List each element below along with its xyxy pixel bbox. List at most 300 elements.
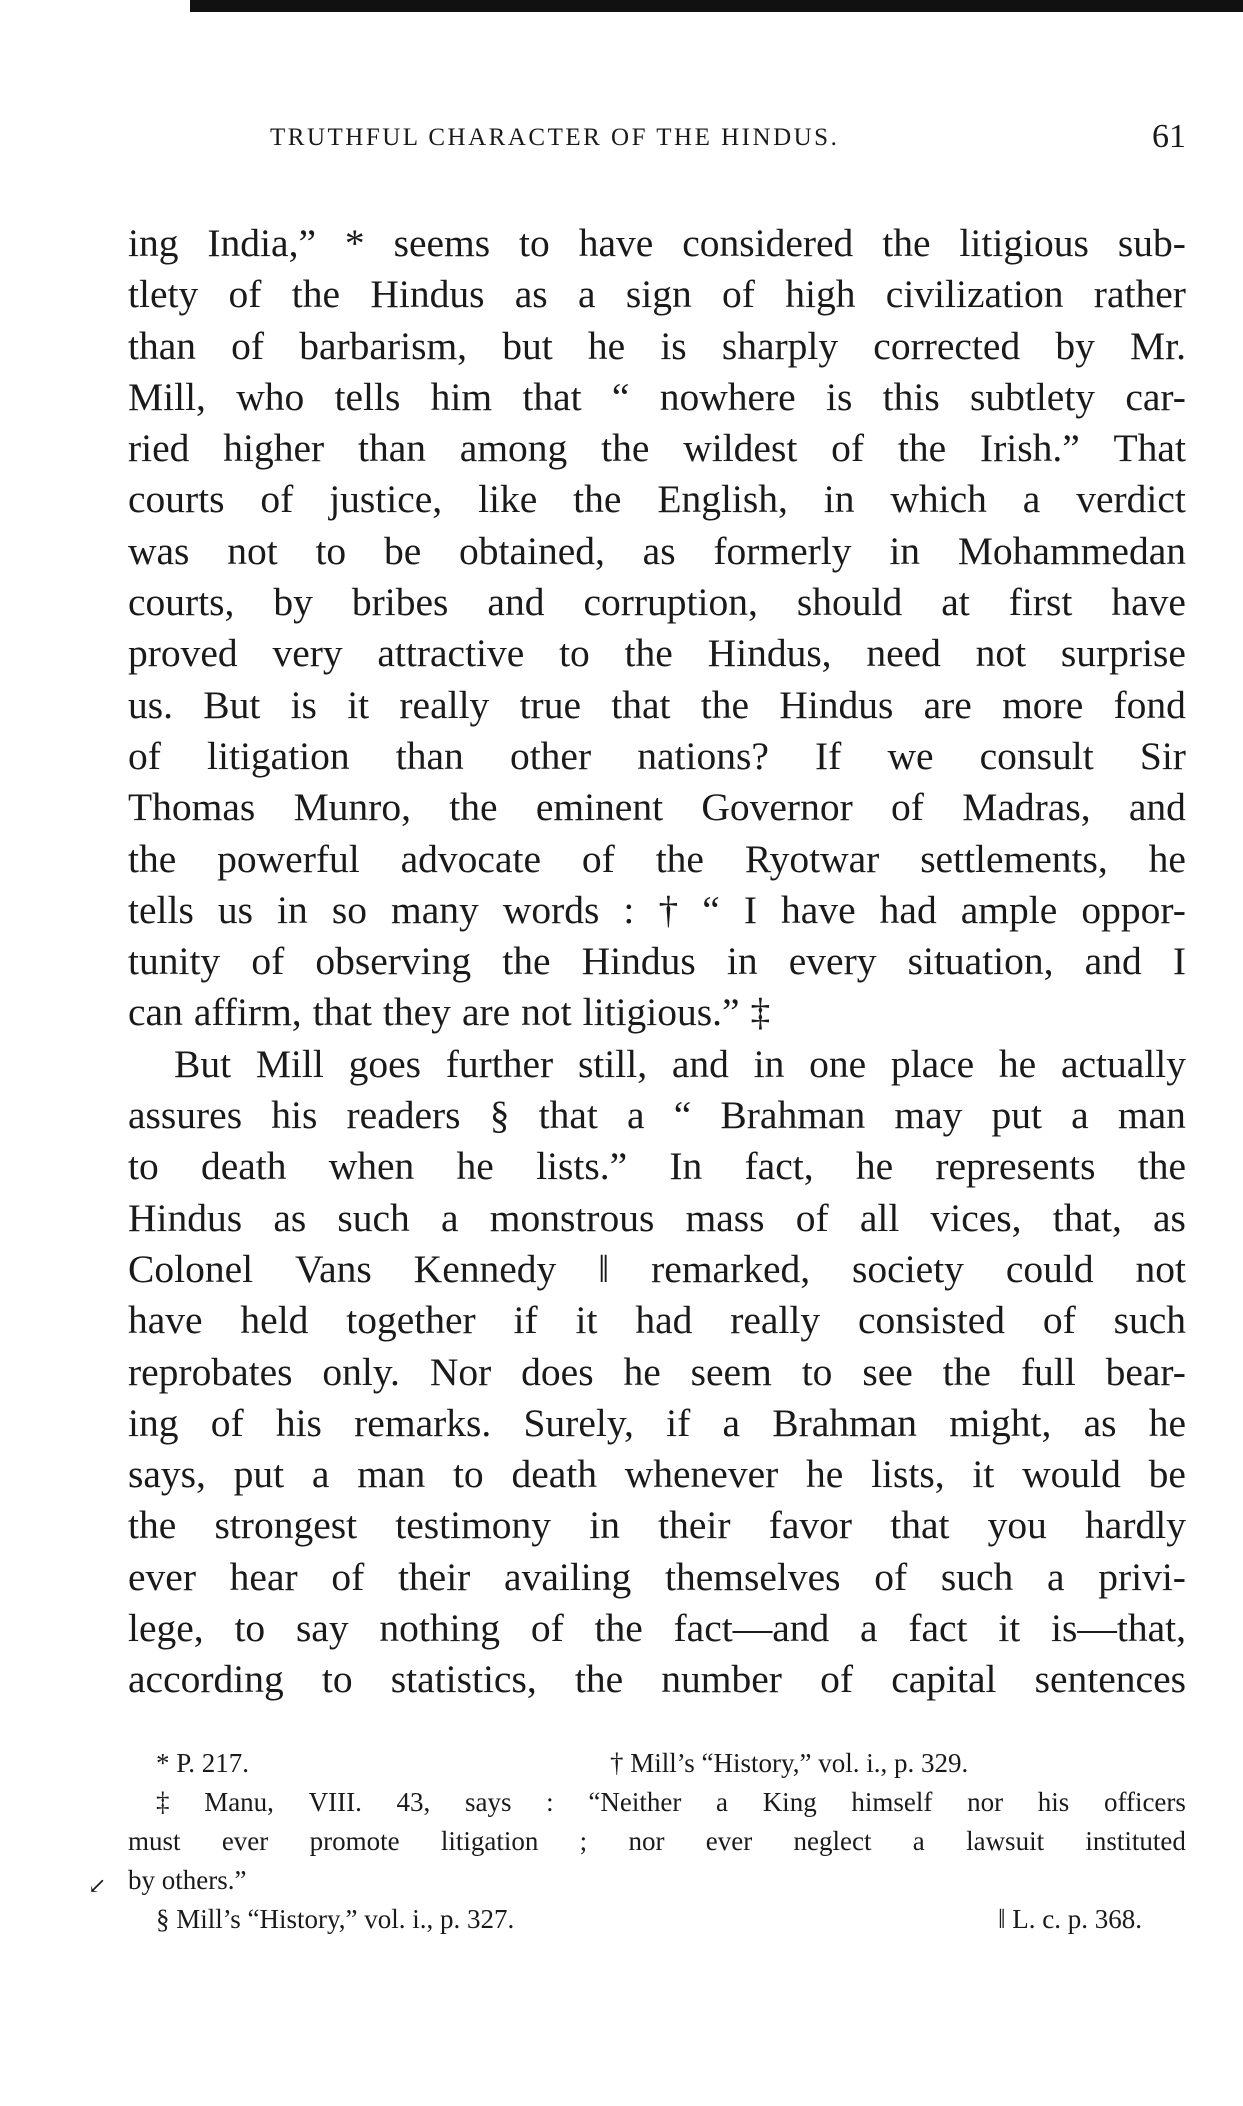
word: if bbox=[513, 1298, 538, 1343]
word: every bbox=[788, 939, 877, 984]
word: represents bbox=[935, 1144, 1096, 1189]
text-line bbox=[128, 269, 1186, 320]
word: bear- bbox=[1105, 1349, 1186, 1394]
word: is bbox=[825, 374, 853, 419]
word: instituted bbox=[1085, 1826, 1186, 1856]
word: be bbox=[383, 528, 422, 573]
running-head: TRUTHFUL CHARACTER OF THE HINDUS. bbox=[270, 124, 840, 151]
word: neglect bbox=[793, 1826, 872, 1856]
word: advocate bbox=[400, 836, 541, 881]
footnote-double-dagger-line bbox=[128, 1783, 1186, 1822]
word: hear bbox=[229, 1554, 298, 1599]
word: the bbox=[502, 939, 551, 984]
word: put bbox=[233, 1452, 285, 1497]
word: still, bbox=[577, 1041, 648, 1086]
word: he bbox=[1148, 1400, 1186, 1445]
word: by bbox=[273, 580, 313, 625]
page-number: 61 bbox=[1152, 118, 1186, 155]
word: of bbox=[820, 1657, 854, 1702]
word: is bbox=[290, 682, 317, 727]
word: death bbox=[511, 1452, 597, 1497]
text-line bbox=[128, 1039, 1186, 1090]
word: of bbox=[251, 939, 285, 984]
word: Munro, bbox=[293, 785, 411, 830]
word: That bbox=[1113, 426, 1186, 471]
word: corruption, bbox=[583, 580, 758, 625]
word: as bbox=[1083, 1400, 1117, 1445]
word: oppor- bbox=[1081, 887, 1186, 932]
word: promote bbox=[309, 1826, 400, 1856]
word: seems bbox=[393, 221, 491, 265]
word: who bbox=[236, 374, 305, 419]
word: I bbox=[1172, 939, 1186, 984]
word: among bbox=[459, 426, 568, 471]
word: their bbox=[397, 1554, 471, 1599]
word: Vans bbox=[294, 1246, 372, 1291]
word: says bbox=[464, 1787, 512, 1817]
word: remarked, bbox=[651, 1246, 811, 1291]
word: lists.” bbox=[536, 1144, 628, 1189]
word: privi- bbox=[1098, 1554, 1186, 1599]
word: sharply bbox=[721, 323, 839, 368]
word: a bbox=[722, 1400, 741, 1445]
word: goes bbox=[348, 1041, 421, 1086]
word: you bbox=[987, 1503, 1047, 1548]
word: when bbox=[328, 1144, 415, 1189]
word: should bbox=[796, 580, 903, 625]
word: assures bbox=[128, 1093, 243, 1138]
word: if bbox=[666, 1400, 691, 1445]
word: be bbox=[1148, 1452, 1186, 1497]
word: in bbox=[277, 887, 308, 932]
word: at bbox=[941, 580, 970, 625]
word: together bbox=[346, 1298, 476, 1343]
word: first bbox=[1008, 580, 1073, 625]
word: statistics, bbox=[390, 1657, 537, 1702]
text-line bbox=[128, 1244, 1186, 1295]
word: a bbox=[1046, 1554, 1065, 1599]
word: very bbox=[272, 631, 343, 676]
word: ing bbox=[128, 1400, 179, 1445]
footnote-continuation: by others.” bbox=[128, 1865, 247, 1895]
word: observing bbox=[315, 939, 472, 984]
word: car- bbox=[1125, 374, 1186, 419]
word: and bbox=[671, 1041, 729, 1086]
word: in bbox=[753, 1041, 785, 1086]
word: Irish.” bbox=[979, 426, 1080, 471]
word: the bbox=[655, 836, 704, 881]
word: whenever bbox=[624, 1452, 779, 1497]
word: ried bbox=[128, 426, 190, 471]
word: wildest bbox=[683, 426, 798, 471]
word: of bbox=[795, 1195, 829, 1240]
word: Sir bbox=[1139, 733, 1186, 778]
word: courts bbox=[128, 477, 225, 522]
word: the bbox=[882, 221, 931, 265]
word: but bbox=[502, 323, 553, 368]
word: monstrous bbox=[489, 1195, 655, 1240]
word: to bbox=[559, 631, 590, 676]
word: he bbox=[587, 323, 626, 368]
word: ing bbox=[128, 221, 179, 265]
word: fact bbox=[908, 1606, 968, 1651]
word: of bbox=[228, 272, 262, 317]
word: nowhere bbox=[659, 374, 796, 419]
word: to bbox=[234, 1606, 266, 1651]
word: he bbox=[1148, 836, 1186, 881]
word: his bbox=[271, 1093, 318, 1138]
text-line bbox=[128, 526, 1186, 577]
word: justice, bbox=[329, 477, 443, 522]
word: of bbox=[210, 1400, 244, 1445]
word: themselves bbox=[665, 1554, 841, 1599]
word: courts, bbox=[128, 580, 235, 625]
word: of bbox=[891, 785, 924, 830]
word: Colonel bbox=[128, 1246, 254, 1291]
word: ; bbox=[579, 1826, 588, 1856]
word: ever bbox=[128, 1554, 196, 1599]
word: and bbox=[487, 580, 545, 625]
word: so bbox=[331, 887, 367, 932]
word: Hindus bbox=[581, 939, 696, 984]
word: than bbox=[357, 426, 426, 471]
word: Brahman bbox=[772, 1400, 918, 1445]
word: in bbox=[889, 528, 921, 573]
footnote-double-dagger-line bbox=[128, 1861, 1186, 1900]
word: the bbox=[700, 682, 749, 727]
word: Mohammedan bbox=[957, 528, 1186, 573]
word: ever bbox=[705, 1826, 753, 1856]
word: Hindus, bbox=[707, 631, 832, 676]
word: other bbox=[509, 733, 592, 778]
word: 43, bbox=[396, 1787, 431, 1817]
word: it bbox=[972, 1452, 995, 1497]
text-line bbox=[128, 577, 1186, 628]
word: nor bbox=[628, 1826, 665, 1856]
word: lists, bbox=[871, 1452, 945, 1497]
word: the bbox=[942, 1349, 991, 1394]
word: “ bbox=[673, 1093, 692, 1138]
word: he bbox=[998, 1041, 1037, 1086]
word: † bbox=[658, 887, 679, 932]
text-line bbox=[128, 628, 1186, 679]
word: place bbox=[890, 1041, 975, 1086]
word: litigious bbox=[959, 221, 1089, 265]
word: sentences bbox=[1034, 1657, 1186, 1702]
word: man bbox=[1117, 1093, 1186, 1138]
word: of bbox=[581, 836, 615, 881]
text-line bbox=[128, 1090, 1186, 1141]
word: the bbox=[897, 426, 947, 471]
text-line bbox=[128, 474, 1186, 525]
word: one bbox=[809, 1041, 867, 1086]
text-line bbox=[128, 1193, 1186, 1244]
text-line bbox=[128, 1654, 1186, 1705]
word: consult bbox=[979, 733, 1094, 778]
text-line bbox=[128, 885, 1186, 936]
word: see bbox=[862, 1349, 913, 1394]
word: the bbox=[291, 272, 341, 317]
word: true bbox=[519, 682, 581, 727]
word: have bbox=[781, 887, 856, 932]
word: Mill bbox=[255, 1041, 324, 1086]
word: availing bbox=[504, 1554, 632, 1599]
word: his bbox=[1037, 1787, 1070, 1817]
word: as bbox=[642, 528, 676, 573]
word: are bbox=[461, 990, 511, 1035]
word: But bbox=[203, 682, 261, 727]
word: than bbox=[128, 323, 197, 368]
word: is bbox=[660, 323, 687, 368]
word: tlety bbox=[128, 272, 199, 317]
word: they bbox=[382, 990, 451, 1035]
footnote-double-dagger-line bbox=[128, 1822, 1186, 1861]
word: to bbox=[315, 528, 347, 573]
word: ever bbox=[221, 1826, 269, 1856]
word: such bbox=[940, 1554, 1014, 1599]
word: Governor bbox=[701, 785, 853, 830]
word: it bbox=[575, 1298, 598, 1343]
word: as bbox=[1153, 1195, 1186, 1240]
text-line bbox=[128, 1295, 1186, 1346]
word: have bbox=[128, 1298, 203, 1343]
word: testimony bbox=[395, 1503, 552, 1548]
word: * bbox=[344, 221, 365, 265]
word: fond bbox=[1113, 682, 1186, 727]
word: actually bbox=[1060, 1041, 1186, 1086]
word: sign bbox=[625, 272, 692, 317]
word: that bbox=[522, 374, 582, 419]
word: only. bbox=[322, 1349, 400, 1394]
word: such bbox=[337, 1195, 410, 1240]
word: the bbox=[573, 477, 622, 522]
word: death bbox=[200, 1144, 287, 1189]
text-line bbox=[128, 1552, 1186, 1603]
word: this bbox=[882, 374, 940, 419]
top-border-rule bbox=[190, 0, 1243, 12]
word: of bbox=[530, 1606, 564, 1651]
word: really bbox=[730, 1298, 821, 1343]
word: need bbox=[866, 631, 941, 676]
word: capital bbox=[891, 1657, 997, 1702]
word: litigation bbox=[207, 733, 350, 778]
word: society bbox=[852, 1246, 964, 1291]
word: him bbox=[430, 374, 493, 419]
word: ample bbox=[960, 887, 1058, 932]
word: powerful bbox=[217, 836, 360, 881]
word: favor bbox=[768, 1503, 853, 1548]
word: Kennedy bbox=[413, 1246, 557, 1291]
word: held bbox=[240, 1298, 309, 1343]
word: that bbox=[538, 1093, 598, 1138]
word: reprobates bbox=[128, 1349, 293, 1394]
word: higher bbox=[223, 426, 325, 471]
word: Mill, bbox=[128, 374, 206, 419]
word: their bbox=[658, 1503, 731, 1548]
word: that, bbox=[1052, 1195, 1122, 1240]
word: Nor bbox=[429, 1349, 492, 1394]
word: : bbox=[623, 887, 635, 932]
word: formerly bbox=[713, 528, 852, 573]
word: according bbox=[128, 1657, 284, 1702]
word: by bbox=[1055, 323, 1095, 368]
word: the bbox=[601, 426, 650, 471]
word: to bbox=[452, 1452, 484, 1497]
text-line bbox=[128, 1141, 1186, 1192]
text-line bbox=[128, 936, 1186, 987]
word: us bbox=[217, 887, 253, 932]
word: many bbox=[391, 887, 479, 932]
word: fact—and bbox=[673, 1606, 830, 1651]
word: might, bbox=[949, 1400, 1052, 1445]
word: rather bbox=[1093, 272, 1186, 317]
word: in bbox=[823, 477, 855, 522]
word: to bbox=[321, 1657, 353, 1702]
word: the bbox=[594, 1606, 643, 1651]
word: that bbox=[312, 990, 372, 1035]
word: But bbox=[174, 1041, 232, 1086]
word: really bbox=[399, 682, 490, 727]
word: sub- bbox=[1117, 221, 1186, 265]
word: obtained, bbox=[459, 528, 605, 573]
word: eminent bbox=[535, 785, 664, 830]
word: can bbox=[128, 990, 183, 1035]
word: number bbox=[661, 1657, 782, 1702]
word: more bbox=[1002, 682, 1084, 727]
word: and bbox=[1084, 939, 1142, 984]
word: attractive bbox=[377, 631, 525, 676]
word: ‡ bbox=[750, 990, 771, 1035]
word: may bbox=[894, 1093, 963, 1138]
word: as bbox=[273, 1195, 307, 1240]
word: a bbox=[627, 1093, 645, 1138]
text-line bbox=[128, 372, 1186, 423]
word: affirm, bbox=[193, 990, 302, 1035]
word: Hindus bbox=[128, 1195, 243, 1240]
margin-mark-icon: ↙ bbox=[88, 1874, 107, 1899]
word: the bbox=[574, 1657, 624, 1702]
word: civilization bbox=[885, 272, 1064, 317]
word: not bbox=[975, 631, 1027, 676]
word: further bbox=[445, 1041, 554, 1086]
text-line bbox=[128, 1449, 1186, 1500]
word: I bbox=[743, 887, 757, 932]
footnote-row bbox=[128, 1900, 1186, 1939]
word: corrected bbox=[873, 323, 1021, 368]
word: could bbox=[1005, 1246, 1094, 1291]
word: full bbox=[1020, 1349, 1076, 1394]
word: nothing bbox=[379, 1606, 501, 1651]
text-line bbox=[128, 218, 1186, 269]
word: of bbox=[260, 477, 294, 522]
word: tunity bbox=[128, 939, 221, 984]
footnote-star: * P. 217. bbox=[156, 1748, 250, 1778]
word: Hindus bbox=[370, 272, 485, 317]
word: hardly bbox=[1085, 1503, 1186, 1548]
word: to bbox=[801, 1349, 833, 1394]
word: a bbox=[441, 1195, 459, 1240]
word: the bbox=[128, 836, 177, 881]
word: situation, bbox=[907, 939, 1054, 984]
word: in bbox=[726, 939, 758, 984]
word: of bbox=[722, 272, 755, 317]
footnote-parallel: ‖ L. c. p. 368. bbox=[997, 1904, 1142, 1934]
word: of bbox=[874, 1554, 908, 1599]
word: tells bbox=[128, 887, 194, 932]
word: us. bbox=[128, 682, 173, 727]
word: was bbox=[128, 528, 190, 573]
word: put bbox=[991, 1093, 1043, 1138]
word: that bbox=[611, 682, 671, 727]
word: surprise bbox=[1060, 631, 1186, 676]
word: Thomas bbox=[128, 785, 256, 830]
text-line bbox=[128, 1500, 1186, 1551]
word: considered bbox=[682, 221, 854, 265]
word: that bbox=[890, 1503, 950, 1548]
word: the bbox=[1137, 1144, 1186, 1189]
word: lawsuit bbox=[966, 1826, 1045, 1856]
word: of bbox=[128, 733, 161, 778]
word: If bbox=[815, 733, 842, 778]
word: than bbox=[395, 733, 464, 778]
word: Brahman bbox=[720, 1093, 866, 1138]
word: a bbox=[912, 1826, 925, 1856]
word: would bbox=[1022, 1452, 1121, 1497]
word: of bbox=[331, 1554, 365, 1599]
text-line bbox=[128, 731, 1186, 782]
word: VIII. bbox=[308, 1787, 362, 1817]
footnotes bbox=[128, 1744, 1186, 1939]
word: § bbox=[489, 1093, 510, 1138]
word: which bbox=[890, 477, 987, 522]
word: have bbox=[578, 221, 654, 265]
word: must bbox=[128, 1826, 181, 1856]
word: his bbox=[275, 1400, 322, 1445]
word: litigious.” bbox=[582, 990, 740, 1035]
word: Ryotwar bbox=[744, 836, 880, 881]
word: a bbox=[1071, 1093, 1089, 1138]
word: we bbox=[887, 733, 934, 778]
text-line bbox=[128, 782, 1186, 833]
word: litigation bbox=[440, 1826, 539, 1856]
word: words bbox=[502, 887, 600, 932]
word: say bbox=[295, 1606, 349, 1651]
word: Hindus bbox=[779, 682, 894, 727]
footnote-section: § Mill’s “History,” vol. i., p. 327. bbox=[156, 1904, 515, 1934]
word: mass bbox=[685, 1195, 765, 1240]
word: India,” bbox=[207, 221, 316, 265]
word: of bbox=[831, 426, 865, 471]
word: the bbox=[449, 785, 498, 830]
word: a bbox=[716, 1787, 728, 1817]
text-line bbox=[128, 680, 1186, 731]
word: Madras, bbox=[962, 785, 1091, 830]
word: like bbox=[478, 477, 538, 522]
text-line bbox=[128, 834, 1186, 885]
word: barbarism, bbox=[299, 323, 468, 368]
word: “ bbox=[611, 374, 630, 419]
word: “ bbox=[702, 887, 720, 932]
word: proved bbox=[128, 631, 238, 676]
word: are bbox=[923, 682, 972, 727]
word: he bbox=[456, 1144, 494, 1189]
word: such bbox=[1113, 1298, 1186, 1343]
word: a bbox=[577, 272, 596, 317]
text-line bbox=[128, 1398, 1186, 1449]
word: not bbox=[521, 990, 572, 1035]
word: and bbox=[1128, 785, 1186, 830]
word: vices, bbox=[930, 1195, 1022, 1240]
